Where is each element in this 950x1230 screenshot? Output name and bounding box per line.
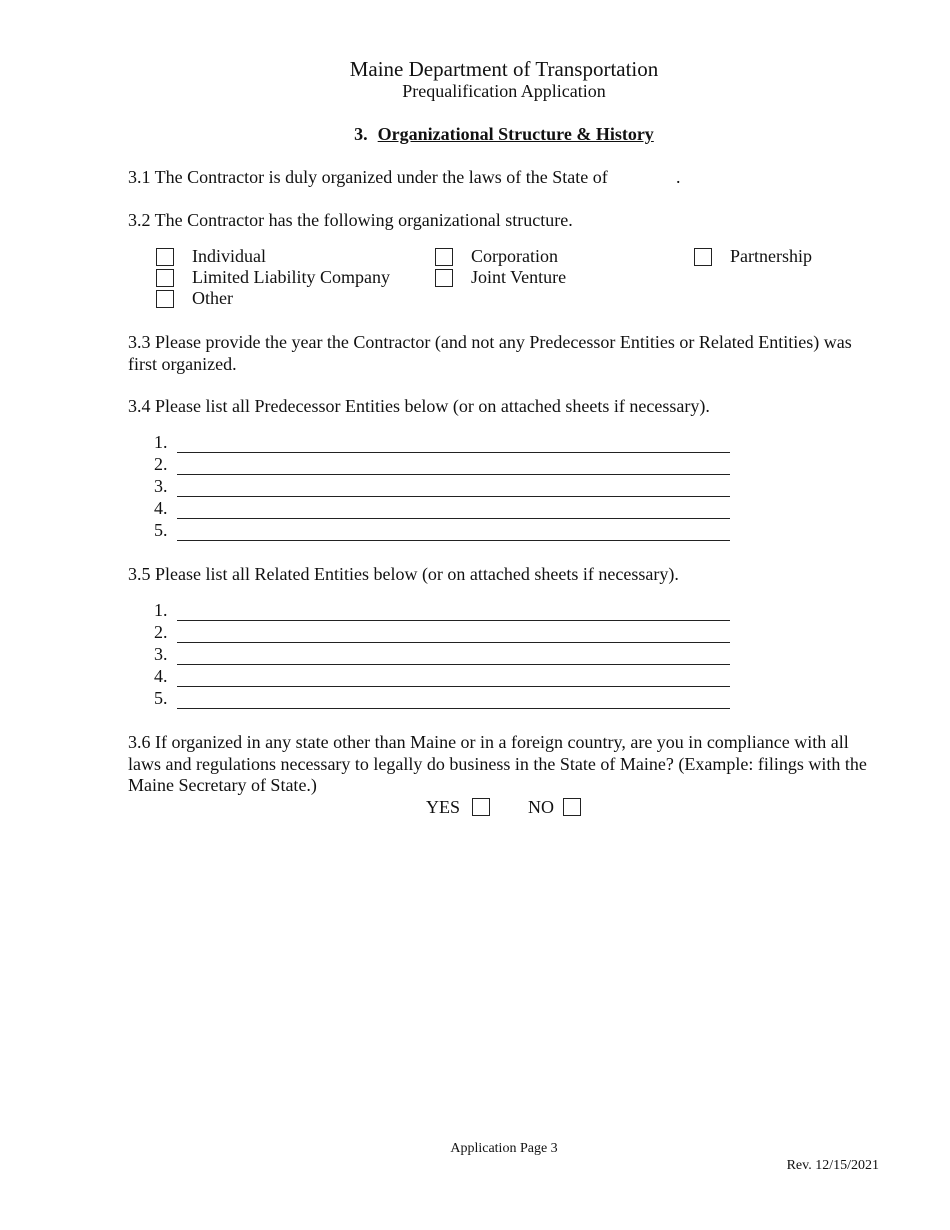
related-entry-line[interactable] [177, 686, 730, 687]
predecessor-entry-line[interactable] [177, 496, 730, 497]
yes-checkbox[interactable] [472, 798, 490, 816]
question-3-1: 3.1 The Contractor is duly organized under the laws of the State of [128, 167, 608, 187]
section-heading [0, 124, 950, 145]
section-number: 3. [354, 124, 368, 144]
individual-label: Individual [192, 246, 266, 266]
yes-label: YES [426, 797, 461, 817]
predecessor-entry-line[interactable] [177, 452, 730, 453]
predecessor-line-number: 3. [154, 476, 168, 496]
corporation-label: Corporation [471, 246, 558, 266]
predecessor-entry-line[interactable] [177, 540, 730, 541]
llc-checkbox[interactable] [156, 269, 174, 287]
question-3-3: 3.3 Please provide the year the Contractor (and not any Predecessor Entities or Related Entities) was first organized. [128, 332, 852, 374]
related-entry-line[interactable] [177, 664, 730, 665]
revision-date: Rev. 12/15/2021 [786, 1158, 879, 1173]
section-title: Organizational Structure & History [377, 124, 654, 144]
page-subtitle: Prequalification Application [402, 81, 606, 101]
joint-venture-checkbox[interactable] [435, 269, 453, 287]
other-checkbox[interactable] [156, 290, 174, 308]
related-entry-line[interactable] [177, 708, 730, 709]
related-line-number: 3. [154, 644, 168, 664]
page-number: Application Page 3 [450, 1141, 558, 1156]
partnership-checkbox[interactable] [694, 248, 712, 266]
related-line-number: 5. [154, 688, 168, 708]
page-title: Maine Department of Transportation [349, 57, 659, 81]
other-label: Other [192, 288, 233, 308]
predecessor-entry-line[interactable] [177, 518, 730, 519]
question-3-2: 3.2 The Contractor has the following organizational structure. [128, 210, 573, 230]
related-entry-line[interactable] [177, 642, 730, 643]
related-line-number: 2. [154, 622, 168, 642]
question-3-1-period: . [676, 167, 681, 187]
related-line-number: 1. [154, 600, 168, 620]
corporation-checkbox[interactable] [435, 248, 453, 266]
predecessor-line-number: 5. [154, 520, 168, 540]
no-label: NO [528, 797, 554, 817]
individual-checkbox[interactable] [156, 248, 174, 266]
question-3-4: 3.4 Please list all Predecessor Entities below (or on attached sheets if necessary). [128, 396, 710, 416]
llc-label: Limited Liability Company [192, 267, 390, 287]
related-line-number: 4. [154, 666, 168, 686]
predecessor-line-number: 4. [154, 498, 168, 518]
predecessor-entry-line[interactable] [177, 474, 730, 475]
question-3-5: 3.5 Please list all Related Entities below (or on attached sheets if necessary). [128, 564, 679, 584]
partnership-label: Partnership [730, 246, 812, 266]
predecessor-line-number: 1. [154, 432, 168, 452]
question-3-6: 3.6 If organized in any state other than Maine or in a foreign country, are you in compliance with all laws and regulations necessary to legally do business in the State of Maine? (Example: filings with the Maine Secretary of State.) [128, 732, 867, 795]
related-entry-line[interactable] [177, 620, 730, 621]
joint-venture-label: Joint Venture [471, 267, 567, 287]
predecessor-line-number: 2. [154, 454, 168, 474]
no-checkbox[interactable] [563, 798, 581, 816]
